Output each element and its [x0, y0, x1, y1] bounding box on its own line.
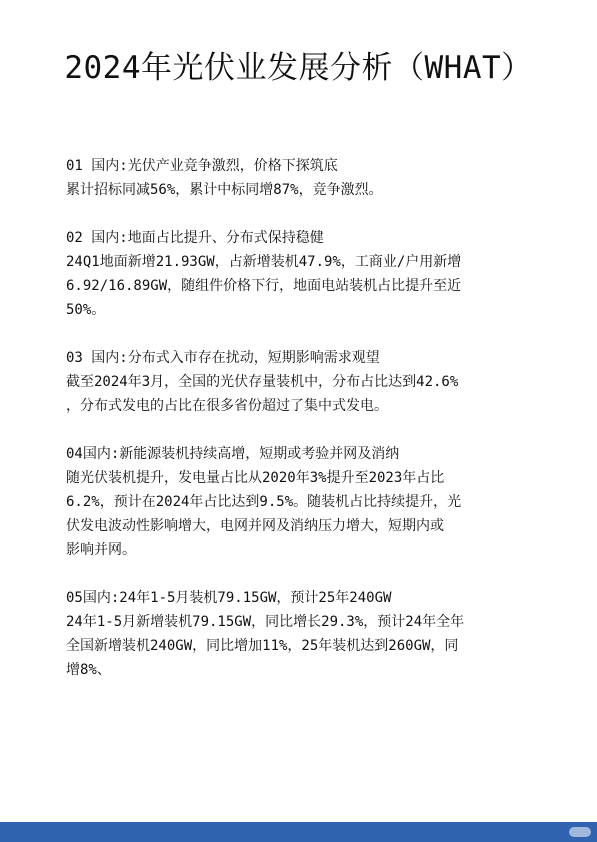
- document-body: [66, 154, 562, 706]
- section-01: [66, 154, 562, 202]
- section-body: 累计招标同减56%，累计中标同增87%，竞争激烈。: [66, 182, 383, 198]
- section-02: [66, 226, 562, 322]
- section-05: [66, 586, 562, 682]
- section-body: 截至2024年3月，全国的光伏存量装机中，分布占比达到42.6% ，分布式发电的占比在很多省份超过了集中式发电。: [66, 374, 459, 414]
- section-body: 24Q1地面新增21.93GW，占新增装机47.9%，工商业/户用新增 6.92/16.89GW，随组件价格下行，地面电站装机占比提升至近 50%。: [66, 254, 462, 318]
- page-title: 2024年光伏业发展分析（WHAT）: [64, 50, 533, 86]
- section-heading: 04国内:新能源装机持续高增，短期或考验并网及消纳: [66, 446, 400, 462]
- section-body: 随光伏装机提升，发电量占比从2020年3%提升至2023年占比 6.2%，预计在2024年占比达到9.5%。随装机占比持续提升，光 伏发电波动性影响增大，电网并网及消纳压力增大，短期内或 影响并网。: [66, 470, 462, 558]
- footer-bar: [0, 822, 597, 842]
- section-heading: 02 国内:地面占比提升、分布式保持稳健: [66, 230, 324, 246]
- section-heading: 05国内:24年1-5月装机79.15GW，预计25年240GW: [66, 590, 392, 606]
- section-heading: 01 国内:光伏产业竞争激烈，价格下探筑底: [66, 158, 338, 174]
- section-04: [66, 442, 562, 562]
- section-03: [66, 346, 562, 418]
- watermark-icon: [569, 827, 591, 837]
- section-body: 24年1-5月新增装机79.15GW，同比增长29.3%，预计24年全年 全国新增装机240GW，同比增加11%，25年装机达到260GW，同 增8%、: [66, 614, 465, 678]
- section-heading: 03 国内:分布式入市存在扰动，短期影响需求观望: [66, 350, 380, 366]
